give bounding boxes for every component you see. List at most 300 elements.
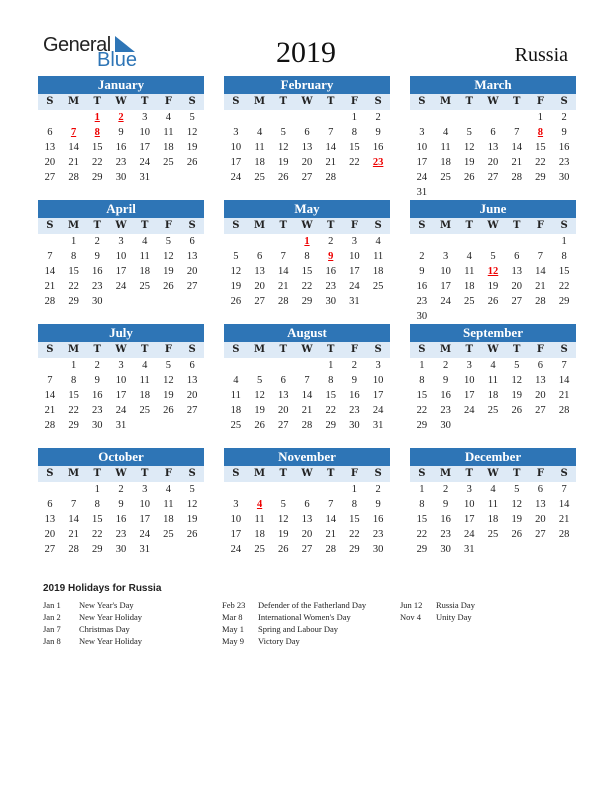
day: 8 [70,251,77,262]
empty-cell [529,234,553,249]
day: 2 [442,484,449,495]
day: 10 [464,499,475,510]
day: 8 [419,499,425,510]
holiday-day: 9 [328,251,334,262]
day: 11 [373,251,384,262]
day: 20 [44,157,56,168]
empty-cell [248,234,272,249]
day: 16 [325,266,336,277]
day: 30 [115,544,127,555]
day: 26 [278,544,289,555]
day: 16 [92,266,103,277]
day: 24 [349,281,360,292]
weekday-label: T [279,220,287,231]
day: 26 [464,172,475,183]
day: 2 [328,236,334,247]
day: 12 [464,142,475,153]
day: 27 [44,544,56,555]
day: 10 [139,127,150,138]
day: 13 [511,266,522,277]
day: 28 [44,296,56,307]
weekday-label: S [560,344,568,355]
weekday-label: S [46,344,54,355]
empty-cell [457,234,481,249]
day: 19 [186,142,198,153]
day: 24 [139,529,150,540]
weekday-label: T [93,344,101,355]
weekday-label: M [68,96,80,107]
holiday-name: Unity Day [436,612,472,622]
day: 29 [325,420,336,431]
day: 12 [511,375,522,386]
day: 27 [487,172,499,183]
country-title: Russia [514,44,568,66]
weekday-label: S [232,344,240,355]
day: 30 [372,544,384,555]
day: 23 [440,529,451,540]
day: 14 [301,390,313,401]
day: 29 [92,544,103,555]
day: 16 [349,390,360,401]
day: 26 [163,405,174,416]
empty-cell [410,110,434,125]
day: 23 [440,405,451,416]
weekday-label: F [164,96,172,107]
weekday-label: S [560,96,568,107]
month-header: April [38,200,204,218]
day: 5 [490,251,496,262]
day: 18 [139,390,150,401]
empty-cell [224,110,248,125]
day: 27 [278,420,289,431]
day: 25 [372,281,384,292]
weekday-header [224,466,390,482]
day: 5 [233,251,239,262]
day: 9 [118,499,124,510]
day: 25 [163,157,174,168]
empty-cell [271,482,295,497]
day: 2 [419,251,425,262]
day: 4 [142,236,148,247]
weekday-label: S [188,220,196,231]
holiday-date: Jun 12 [400,600,423,610]
month-header: October [38,448,204,466]
holiday-day: 2 [118,112,124,123]
day: 17 [349,266,360,277]
day: 28 [325,172,336,183]
month-july [38,324,204,433]
month-header: June [410,200,576,218]
day: 22 [416,405,428,416]
empty-cell [481,110,505,125]
day: 13 [301,142,313,153]
day: 16 [372,514,384,525]
day: 23 [558,157,570,168]
month-december [410,448,576,557]
holiday-date: May 1 [222,624,244,634]
day: 9 [375,499,381,510]
weekday-label: F [350,344,358,355]
empty-cell [505,234,529,249]
weekday-label: W [301,220,313,231]
day: 13 [301,514,313,525]
logo-general-text: General [43,34,111,56]
day: 5 [165,360,172,371]
day: 21 [68,529,79,540]
day: 25 [464,296,475,307]
day: 13 [44,142,56,153]
day-grid [224,482,390,557]
day: 23 [372,529,384,540]
day: 3 [118,236,124,247]
month-august [224,324,390,433]
weekday-label: S [188,96,196,107]
day: 10 [230,142,242,153]
day: 16 [416,281,428,292]
day: 15 [535,142,546,153]
day: 1 [351,484,358,495]
day: 17 [115,266,127,277]
day: 22 [349,529,360,540]
day: 21 [278,281,289,292]
holiday-row [43,599,142,611]
day: 13 [487,142,499,153]
empty-cell [248,358,272,373]
day: 16 [115,142,127,153]
day-grid [38,110,204,185]
weekday-label: F [350,468,358,479]
day: 13 [186,251,198,262]
day: 26 [487,296,499,307]
holiday-day: 1 [304,236,310,247]
day: 19 [278,157,289,168]
day: 23 [416,296,428,307]
weekday-label: W [115,96,127,107]
day: 4 [165,484,172,495]
day: 21 [301,405,313,416]
day: 24 [115,405,127,416]
weekday-label: F [164,468,172,479]
holiday-name: New Year Holiday [79,612,143,622]
weekday-label: T [465,344,473,355]
empty-cell [319,110,343,125]
empty-cell [457,110,481,125]
month-february [224,76,390,185]
weekday-header [410,94,576,110]
day: 2 [94,236,100,247]
day: 3 [233,499,239,510]
weekday-header [224,218,390,234]
day: 13 [535,375,546,386]
day: 19 [163,390,174,401]
weekday-label: T [140,220,149,231]
day: 28 [325,544,336,555]
day: 4 [142,360,148,371]
day: 20 [254,281,265,292]
day: 3 [466,360,472,371]
day: 14 [68,514,79,525]
day: 17 [139,514,150,525]
day: 10 [440,266,451,277]
day: 17 [372,390,384,401]
empty-cell [319,482,343,497]
day: 22 [301,281,313,292]
day: 20 [511,281,522,292]
day: 25 [163,529,174,540]
day: 16 [372,142,384,153]
day: 14 [558,375,570,386]
day: 27 [186,281,198,292]
weekday-label: T [279,468,287,479]
day: 3 [442,251,449,262]
day: 31 [139,544,150,555]
day: 13 [186,375,198,386]
day: 8 [419,375,425,386]
weekday-label: T [279,96,287,107]
weekday-label: T [93,468,101,479]
day: 2 [375,112,381,123]
day: 1 [94,484,100,495]
day: 26 [163,281,174,292]
empty-cell [295,358,319,373]
day: 20 [487,157,499,168]
day: 6 [537,360,544,371]
day: 24 [139,157,150,168]
day: 6 [514,251,520,262]
day: 1 [70,236,77,247]
day: 29 [416,420,428,431]
day: 19 [487,281,499,292]
day: 6 [280,375,286,386]
weekday-label: W [115,344,127,355]
day: 21 [44,405,56,416]
day: 3 [142,484,148,495]
day: 19 [186,514,198,525]
weekday-label: S [418,96,426,107]
weekday-label: T [465,220,473,231]
day: 13 [44,514,56,525]
day: 23 [325,281,336,292]
empty-cell [224,234,248,249]
holiday-date: Feb 23 [222,600,246,610]
day-grid [410,110,576,200]
day: 12 [163,251,174,262]
day: 17 [464,514,475,525]
day: 1 [419,360,425,371]
holiday-column [400,599,475,623]
day: 11 [230,390,241,401]
day: 10 [464,375,475,386]
day: 11 [163,499,174,510]
day: 6 [189,360,195,371]
weekday-label: T [326,96,335,107]
day: 27 [511,296,522,307]
day: 22 [558,281,570,292]
weekday-header [410,342,576,358]
day: 1 [561,236,567,247]
day: 14 [278,266,289,277]
day: 9 [94,251,100,262]
day: 6 [304,499,310,510]
day: 17 [230,157,242,168]
day: 5 [256,375,263,386]
weekday-label: S [374,468,382,479]
holiday-date: Jan 8 [43,636,61,646]
day: 20 [278,405,289,416]
day: 8 [304,251,310,262]
month-september [410,324,576,433]
holiday-column [43,599,142,647]
day: 24 [440,296,451,307]
holiday-day: 7 [70,127,77,138]
day: 31 [115,420,127,431]
empty-cell [434,110,458,125]
day: 7 [537,251,544,262]
day: 9 [94,375,100,386]
month-header: August [224,324,390,342]
holiday-row [400,599,475,611]
day: 28 [278,296,289,307]
day: 20 [301,157,313,168]
day: 8 [94,499,100,510]
weekday-label: S [418,220,426,231]
day: 8 [70,375,77,386]
day: 11 [254,514,265,525]
day: 6 [537,484,544,495]
day: 15 [416,514,428,525]
day: 30 [440,544,451,555]
weekday-label: S [374,344,382,355]
day: 2 [442,360,449,371]
day: 19 [163,266,174,277]
holiday-date: Jan 7 [43,624,61,634]
day: 3 [466,484,472,495]
day: 14 [44,266,56,277]
day: 25 [139,405,150,416]
weekday-label: T [465,468,473,479]
day: 30 [92,420,103,431]
day: 26 [186,529,198,540]
day: 29 [535,172,546,183]
day: 23 [92,405,103,416]
day: 1 [351,112,358,123]
weekday-label: T [512,96,521,107]
weekday-header [410,218,576,234]
day: 9 [442,375,449,386]
day: 4 [233,375,239,386]
day: 6 [47,127,53,138]
day-grid [38,358,204,433]
day: 24 [230,172,242,183]
empty-cell [38,110,62,125]
day: 20 [44,529,56,540]
logo-blue-text: Blue [97,49,138,71]
day: 8 [328,375,334,386]
day: 18 [163,514,174,525]
day: 22 [416,529,428,540]
holiday-name: Spring and Labour Day [258,624,339,634]
day: 15 [92,142,103,153]
day: 7 [561,484,567,495]
day: 11 [487,499,499,510]
day: 6 [256,251,263,262]
empty-cell [38,482,62,497]
day: 11 [440,142,451,153]
day: 15 [92,514,103,525]
day: 15 [301,266,313,277]
day: 16 [92,390,103,401]
day-grid [410,234,576,324]
weekday-label: T [512,344,521,355]
holiday-row [222,599,366,611]
month-may [224,200,390,309]
day-grid [410,358,576,433]
day: 16 [440,514,451,525]
day: 9 [442,499,449,510]
weekday-label: T [140,344,149,355]
weekday-label: M [440,468,452,479]
day: 15 [68,266,79,277]
day: 17 [416,157,428,168]
day: 22 [68,281,79,292]
day: 14 [325,514,336,525]
day: 18 [487,514,499,525]
day: 7 [328,499,334,510]
weekday-label: S [374,220,382,231]
day: 25 [487,405,499,416]
day: 28 [535,296,546,307]
day: 30 [349,420,360,431]
weekday-label: W [301,344,313,355]
weekday-label: M [68,220,80,231]
day: 21 [325,157,336,168]
day: 5 [165,236,172,247]
day: 12 [163,375,174,386]
weekday-label: T [512,220,521,231]
month-header: July [38,324,204,342]
day: 25 [487,529,499,540]
empty-cell [410,234,434,249]
holiday-row [222,611,366,623]
day: 23 [349,405,360,416]
day: 18 [254,157,265,168]
weekday-label: W [487,220,499,231]
day: 26 [511,529,522,540]
day: 24 [464,405,475,416]
day: 12 [278,142,289,153]
day: 16 [558,142,570,153]
weekday-label: M [440,96,452,107]
holiday-row [43,611,142,623]
empty-cell [248,482,272,497]
day: 31 [416,187,428,198]
weekday-label: F [350,220,358,231]
weekday-label: T [279,344,287,355]
day: 11 [163,127,174,138]
day-grid [224,110,390,185]
empty-cell [62,482,86,497]
empty-cell [248,110,272,125]
day: 26 [186,157,198,168]
day: 16 [440,390,451,401]
month-header: March [410,76,576,94]
holiday-row [222,635,366,647]
holiday-name: Defender of the Fatherland Day [258,600,367,610]
weekday-label: T [140,468,149,479]
day: 18 [487,390,499,401]
month-october [38,448,204,557]
day: 29 [301,296,313,307]
